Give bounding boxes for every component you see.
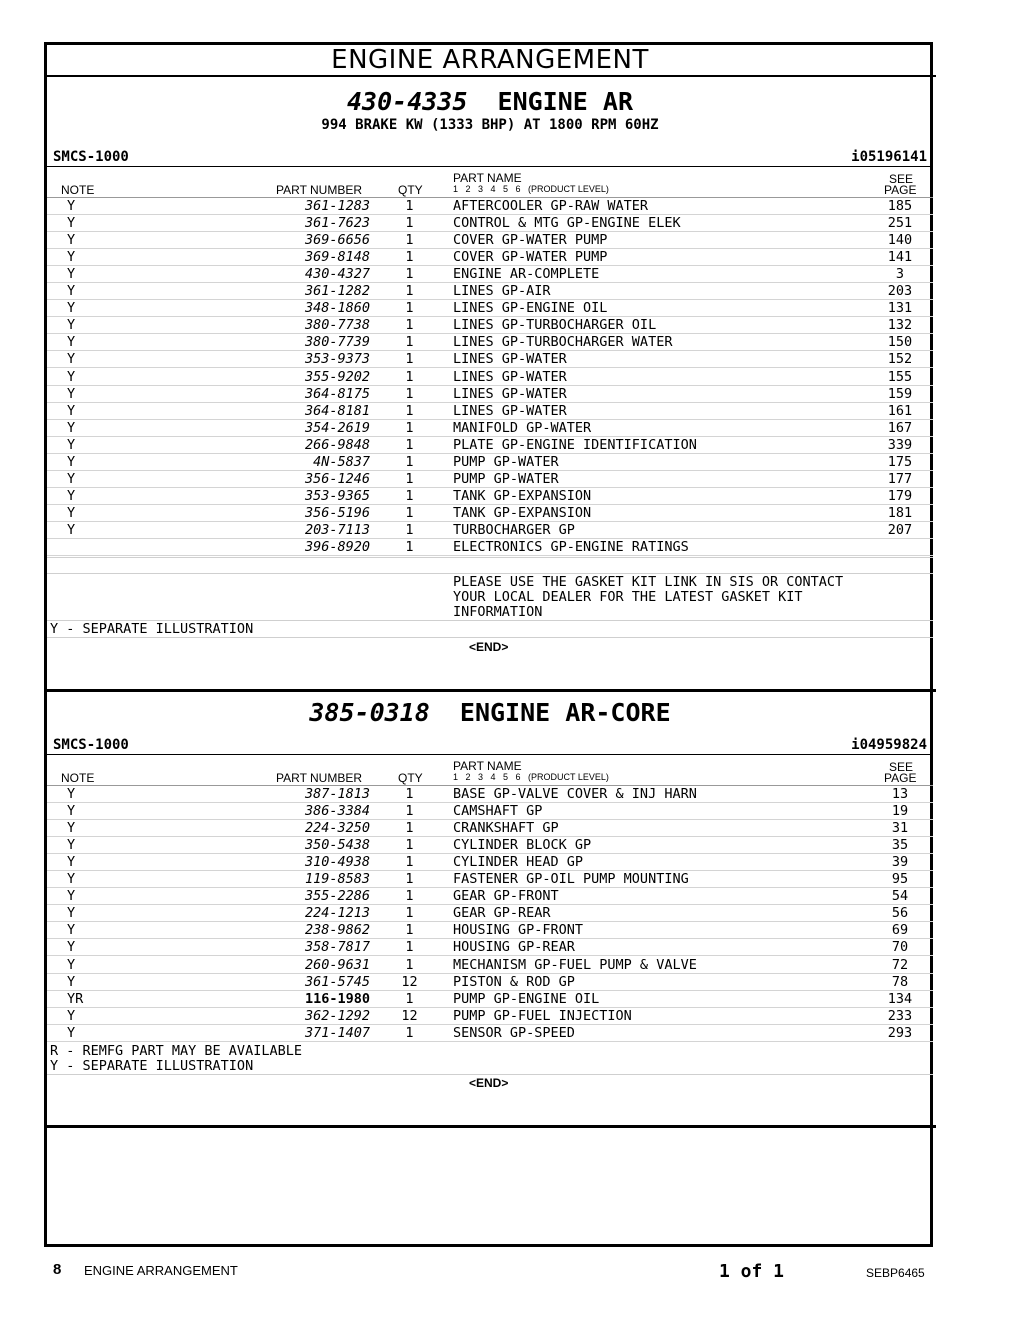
col-note: NOTE xyxy=(61,771,95,785)
row-part-name: LINES GP-AIR xyxy=(453,283,551,300)
table-row xyxy=(47,786,933,803)
table-row xyxy=(47,215,933,232)
section-1-name: ENGINE AR xyxy=(497,87,633,116)
table-row xyxy=(47,232,933,249)
section-2-end-marker: <END> xyxy=(469,1076,509,1090)
col-see: SEE xyxy=(889,760,914,774)
notice-line: INFORMATION xyxy=(453,604,543,620)
row-see-page: 69 xyxy=(891,922,909,939)
row-note: Y xyxy=(67,786,76,802)
table-row xyxy=(47,539,933,556)
section-1-subtitle: 994 BRAKE KW (1333 BHP) AT 1800 RPM 60HZ xyxy=(321,117,659,133)
row-note: Y xyxy=(67,922,76,939)
row-see-page: 140 xyxy=(887,232,913,249)
row-note: Y xyxy=(67,266,76,283)
section-1-header-rule xyxy=(47,166,933,167)
section-2-name: ENGINE AR-CORE xyxy=(459,698,671,727)
row-part-name: ENGINE AR-COMPLETE xyxy=(453,266,600,283)
row-note: Y xyxy=(67,837,76,854)
row-part-number: 355-9202 xyxy=(304,368,370,385)
row-note: Y xyxy=(67,215,76,232)
table-row xyxy=(47,505,933,522)
col-page: PAGE xyxy=(884,771,917,785)
section-1-title xyxy=(44,88,936,116)
table-row xyxy=(47,871,933,888)
row-qty: 1 xyxy=(405,283,414,300)
row-qty: 1 xyxy=(405,351,414,368)
table-row xyxy=(47,369,933,386)
row-see-page: 203 xyxy=(887,283,913,300)
row-part-name: ELECTRONICS GP-ENGINE RATINGS xyxy=(453,539,689,555)
row-note: Y xyxy=(67,453,76,470)
row-part-name: MANIFOLD GP-WATER xyxy=(453,419,592,436)
section-divider xyxy=(44,689,936,692)
legend-rule xyxy=(47,1074,933,1075)
row-part-number: 350-5438 xyxy=(304,837,370,854)
row-qty: 12 xyxy=(401,973,418,990)
col-part-number: PART NUMBER xyxy=(276,183,363,197)
row-part-number: 353-9373 xyxy=(304,351,370,368)
row-qty: 1 xyxy=(405,419,414,436)
footer-pagination: 1 of 1 xyxy=(719,1261,785,1282)
col-see: SEE xyxy=(889,172,914,186)
row-see-page: 185 xyxy=(887,198,913,214)
table-row xyxy=(47,386,933,403)
row-part-name: CRANKSHAFT GP xyxy=(453,820,559,837)
row-part-name: HOUSING GP-REAR xyxy=(453,939,575,956)
row-part-name: COVER GP-WATER PUMP xyxy=(453,232,608,249)
row-note: Y xyxy=(67,402,76,419)
col-part-name: PART NAME xyxy=(453,759,522,773)
blank-row-rule xyxy=(47,557,933,558)
row-see-page: 78 xyxy=(891,973,909,990)
row-qty: 1 xyxy=(405,453,414,470)
row-part-number: 380-7739 xyxy=(304,334,370,351)
row-qty: 1 xyxy=(405,436,414,453)
row-part-number: 116-1980 xyxy=(304,990,370,1007)
col-page: PAGE xyxy=(884,183,917,197)
row-qty: 1 xyxy=(405,539,414,555)
row-see-page: 95 xyxy=(891,871,909,888)
row-part-number: 266-9848 xyxy=(304,436,370,453)
row-qty: 1 xyxy=(405,786,414,802)
row-part-number: 355-2286 xyxy=(304,888,370,905)
row-see-page: 159 xyxy=(887,385,913,402)
row-see-page: 175 xyxy=(887,453,913,470)
row-note: Y xyxy=(67,820,76,837)
row-see-page: 56 xyxy=(891,905,909,922)
row-part-number: 369-6656 xyxy=(304,232,370,249)
row-note: Y xyxy=(67,939,76,956)
row-part-name: GEAR GP-REAR xyxy=(453,905,551,922)
row-note: Y xyxy=(67,956,76,973)
row-qty: 1 xyxy=(405,504,414,521)
table-row xyxy=(47,317,933,334)
row-part-number: 364-8181 xyxy=(304,402,370,419)
row-see-page: 177 xyxy=(887,470,913,487)
row-part-name: CAMSHAFT GP xyxy=(453,803,543,820)
row-part-number: 430-4327 xyxy=(304,266,370,283)
row-part-number: 310-4938 xyxy=(304,854,370,871)
row-qty: 1 xyxy=(405,990,414,1007)
row-part-name: PUMP GP-ENGINE OIL xyxy=(453,990,600,1007)
row-part-name: CYLINDER BLOCK GP xyxy=(453,837,592,854)
row-qty: 12 xyxy=(401,1007,418,1024)
table-row xyxy=(47,1025,933,1042)
row-see-page: 134 xyxy=(887,990,913,1007)
row-qty: 1 xyxy=(405,888,414,905)
row-note: Y xyxy=(67,521,76,538)
row-part-number: 361-5745 xyxy=(304,973,370,990)
col-qty: QTY xyxy=(398,771,423,785)
table-row xyxy=(47,939,933,956)
row-part-number: 119-8583 xyxy=(304,871,370,888)
table-row xyxy=(47,420,933,437)
row-part-name: COVER GP-WATER PUMP xyxy=(453,249,608,266)
row-part-name: GEAR GP-FRONT xyxy=(453,888,559,905)
col-qty: QTY xyxy=(398,183,423,197)
legend-rule xyxy=(47,637,933,638)
section-2-legend: Y - SEPARATE ILLUSTRATION xyxy=(50,1058,254,1074)
table-row xyxy=(47,888,933,905)
row-note: Y xyxy=(67,300,76,317)
col-product-level: 1 2 3 4 5 6 (PRODUCT LEVEL) xyxy=(453,772,609,782)
row-see-page: 13 xyxy=(891,786,909,802)
footer-page-number: 8 xyxy=(53,1261,62,1278)
row-part-number: 356-1246 xyxy=(304,470,370,487)
row-part-name: MECHANISM GP-FUEL PUMP & VALVE xyxy=(453,956,697,973)
row-note: Y xyxy=(67,803,76,820)
table-row xyxy=(47,922,933,939)
row-note: Y xyxy=(67,504,76,521)
row-qty: 1 xyxy=(405,487,414,504)
row-note: Y xyxy=(67,973,76,990)
row-part-name: TURBOCHARGER GP xyxy=(453,521,575,538)
row-see-page: 155 xyxy=(887,368,913,385)
header-divider xyxy=(44,75,936,77)
row-part-number: 260-9631 xyxy=(304,956,370,973)
row-part-name: LINES GP-WATER xyxy=(453,351,567,368)
col-part-number: PART NUMBER xyxy=(276,771,363,785)
row-part-name: SENSOR GP-SPEED xyxy=(453,1024,575,1041)
row-part-name: FASTENER GP-OIL PUMP MOUNTING xyxy=(453,871,689,888)
row-note: Y xyxy=(67,232,76,249)
row-qty: 1 xyxy=(405,402,414,419)
table-row xyxy=(47,488,933,505)
section-divider xyxy=(44,1125,936,1128)
row-part-number: 386-3384 xyxy=(304,803,370,820)
table-row xyxy=(47,522,933,539)
row-note: Y xyxy=(67,1024,76,1041)
row-note: Y xyxy=(67,419,76,436)
row-part-name: PUMP GP-WATER xyxy=(453,470,559,487)
footer-doc-id: SEBP6465 xyxy=(866,1266,925,1280)
table-row xyxy=(47,334,933,351)
row-part-number: 203-7113 xyxy=(304,521,370,538)
row-qty: 1 xyxy=(405,803,414,820)
table-row xyxy=(47,991,933,1008)
table-row xyxy=(47,974,933,991)
section-1-number: 430-4335 xyxy=(347,87,468,116)
section-2-title xyxy=(44,699,936,727)
row-part-name: PUMP GP-WATER xyxy=(453,453,559,470)
row-note: Y xyxy=(67,1007,76,1024)
row-qty: 1 xyxy=(405,232,414,249)
row-qty: 1 xyxy=(405,956,414,973)
row-note: Y xyxy=(67,385,76,402)
row-note: Y xyxy=(67,368,76,385)
row-part-name: PISTON & ROD GP xyxy=(453,973,575,990)
row-qty: 1 xyxy=(405,820,414,837)
section-2-id: i04959824 xyxy=(851,737,927,753)
notice-line: PLEASE USE THE GASKET KIT LINK IN SIS OR CONTACT xyxy=(453,574,844,590)
footer-section-name: ENGINE ARRANGEMENT xyxy=(84,1263,238,1278)
section-1-legend: Y - SEPARATE ILLUSTRATION xyxy=(50,621,254,637)
row-note: Y xyxy=(67,198,76,214)
section-2-number: 385-0318 xyxy=(309,698,430,727)
row-part-number: 371-1407 xyxy=(304,1024,370,1041)
row-part-number: 348-1860 xyxy=(304,300,370,317)
row-qty: 1 xyxy=(405,385,414,402)
section-1-id: i05196141 xyxy=(851,149,927,165)
row-note: Y xyxy=(67,871,76,888)
row-part-number: 380-7738 xyxy=(304,317,370,334)
section-1-end-marker: <END> xyxy=(469,640,509,654)
row-part-number: 361-1283 xyxy=(304,198,370,214)
row-part-number: 224-1213 xyxy=(304,905,370,922)
row-note: Y xyxy=(67,854,76,871)
row-see-page: 131 xyxy=(887,300,913,317)
row-qty: 1 xyxy=(405,470,414,487)
col-part-name: PART NAME xyxy=(453,171,522,185)
row-qty: 1 xyxy=(405,854,414,871)
row-part-number: 362-1292 xyxy=(304,1007,370,1024)
table-row xyxy=(47,905,933,922)
row-qty: 1 xyxy=(405,300,414,317)
table-row xyxy=(47,957,933,974)
row-qty: 1 xyxy=(405,837,414,854)
row-part-number: 361-7623 xyxy=(304,215,370,232)
table-row xyxy=(47,300,933,317)
table-row xyxy=(47,283,933,300)
row-part-number: 354-2619 xyxy=(304,419,370,436)
table-row xyxy=(47,351,933,368)
row-see-page: 179 xyxy=(887,487,913,504)
table-row xyxy=(47,803,933,820)
row-qty: 1 xyxy=(405,266,414,283)
row-qty: 1 xyxy=(405,521,414,538)
row-see-page: 3 xyxy=(895,266,905,283)
table-row xyxy=(47,198,933,215)
row-see-page: 293 xyxy=(887,1024,913,1041)
row-see-page: 152 xyxy=(887,351,913,368)
row-see-page: 35 xyxy=(891,837,909,854)
row-note: Y xyxy=(67,487,76,504)
table-row xyxy=(47,249,933,266)
row-see-page: 141 xyxy=(887,249,913,266)
table-row xyxy=(47,471,933,488)
row-see-page: 150 xyxy=(887,334,913,351)
row-qty: 1 xyxy=(405,1024,414,1041)
row-qty: 1 xyxy=(405,198,414,214)
row-part-number: 4N-5837 xyxy=(313,453,370,470)
notice-line: YOUR LOCAL DEALER FOR THE LATEST GASKET KIT xyxy=(453,589,803,605)
row-note: Y xyxy=(67,317,76,334)
row-see-page: 19 xyxy=(891,803,909,820)
row-see-page: 31 xyxy=(891,820,909,837)
section-2-legend: R - REMFG PART MAY BE AVAILABLE xyxy=(50,1043,302,1059)
row-part-name: TANK GP-EXPANSION xyxy=(453,504,592,521)
table-row xyxy=(47,837,933,854)
table-row xyxy=(47,454,933,471)
row-see-page: 70 xyxy=(891,939,909,956)
section-2-smcs: SMCS-1000 xyxy=(53,737,129,753)
col-note: NOTE xyxy=(61,183,95,197)
row-part-name: LINES GP-WATER xyxy=(453,385,567,402)
row-part-name: LINES GP-WATER xyxy=(453,402,567,419)
row-qty: 1 xyxy=(405,249,414,266)
row-qty: 1 xyxy=(405,334,414,351)
row-see-page: 251 xyxy=(887,215,913,232)
row-note: YR xyxy=(67,990,84,1007)
row-part-name: LINES GP-WATER xyxy=(453,368,567,385)
row-see-page: 54 xyxy=(891,888,909,905)
row-part-number: 361-1282 xyxy=(304,283,370,300)
row-note: Y xyxy=(67,249,76,266)
row-see-page: 39 xyxy=(891,854,909,871)
row-part-number: 356-5196 xyxy=(304,504,370,521)
row-see-page: 207 xyxy=(887,521,913,538)
row-part-number: 387-1813 xyxy=(304,786,370,802)
row-note: Y xyxy=(67,470,76,487)
row-part-name: BASE GP-VALVE COVER & INJ HARN xyxy=(453,786,697,802)
row-see-page: 132 xyxy=(887,317,913,334)
row-note: Y xyxy=(67,283,76,300)
row-part-name: LINES GP-ENGINE OIL xyxy=(453,300,608,317)
row-part-name: TANK GP-EXPANSION xyxy=(453,487,592,504)
row-qty: 1 xyxy=(405,215,414,232)
table-row xyxy=(47,266,933,283)
row-part-name: LINES GP-TURBOCHARGER OIL xyxy=(453,317,657,334)
row-part-number: 224-3250 xyxy=(304,820,370,837)
row-note: Y xyxy=(67,351,76,368)
row-part-name: CONTROL & MTG GP-ENGINE ELEK xyxy=(453,215,681,232)
row-part-number: 358-7817 xyxy=(304,939,370,956)
row-qty: 1 xyxy=(405,922,414,939)
row-qty: 1 xyxy=(405,368,414,385)
row-part-name: PLATE GP-ENGINE IDENTIFICATION xyxy=(453,436,697,453)
table-row xyxy=(47,403,933,420)
table-row xyxy=(47,437,933,454)
row-qty: 1 xyxy=(405,871,414,888)
row-note: Y xyxy=(67,436,76,453)
row-note: Y xyxy=(67,905,76,922)
section-1-smcs: SMCS-1000 xyxy=(53,149,129,165)
row-see-page: 339 xyxy=(887,436,913,453)
page-title: ENGINE ARRANGEMENT xyxy=(331,45,649,75)
table-row xyxy=(47,854,933,871)
row-part-name: HOUSING GP-FRONT xyxy=(453,922,584,939)
row-part-number: 364-8175 xyxy=(304,385,370,402)
row-note: Y xyxy=(67,888,76,905)
row-see-page: 181 xyxy=(887,504,913,521)
row-see-page: 167 xyxy=(887,419,913,436)
row-see-page: 233 xyxy=(887,1007,913,1024)
row-see-page: 72 xyxy=(891,956,909,973)
row-qty: 1 xyxy=(405,905,414,922)
row-see-page: 161 xyxy=(887,402,913,419)
row-part-number: 353-9365 xyxy=(304,487,370,504)
col-product-level: 1 2 3 4 5 6 (PRODUCT LEVEL) xyxy=(453,184,609,194)
row-part-name: LINES GP-TURBOCHARGER WATER xyxy=(453,334,673,351)
row-qty: 1 xyxy=(405,317,414,334)
section-2-header-rule xyxy=(47,754,933,755)
row-qty: 1 xyxy=(405,939,414,956)
table-row xyxy=(47,1008,933,1025)
row-part-number: 369-8148 xyxy=(304,249,370,266)
row-note: Y xyxy=(67,334,76,351)
row-part-number: 396-8920 xyxy=(304,539,370,555)
row-part-number: 238-9862 xyxy=(304,922,370,939)
row-part-name: CYLINDER HEAD GP xyxy=(453,854,584,871)
row-part-name: AFTERCOOLER GP-RAW WATER xyxy=(453,198,649,214)
row-part-name: PUMP GP-FUEL INJECTION xyxy=(453,1007,632,1024)
table-row xyxy=(47,820,933,837)
